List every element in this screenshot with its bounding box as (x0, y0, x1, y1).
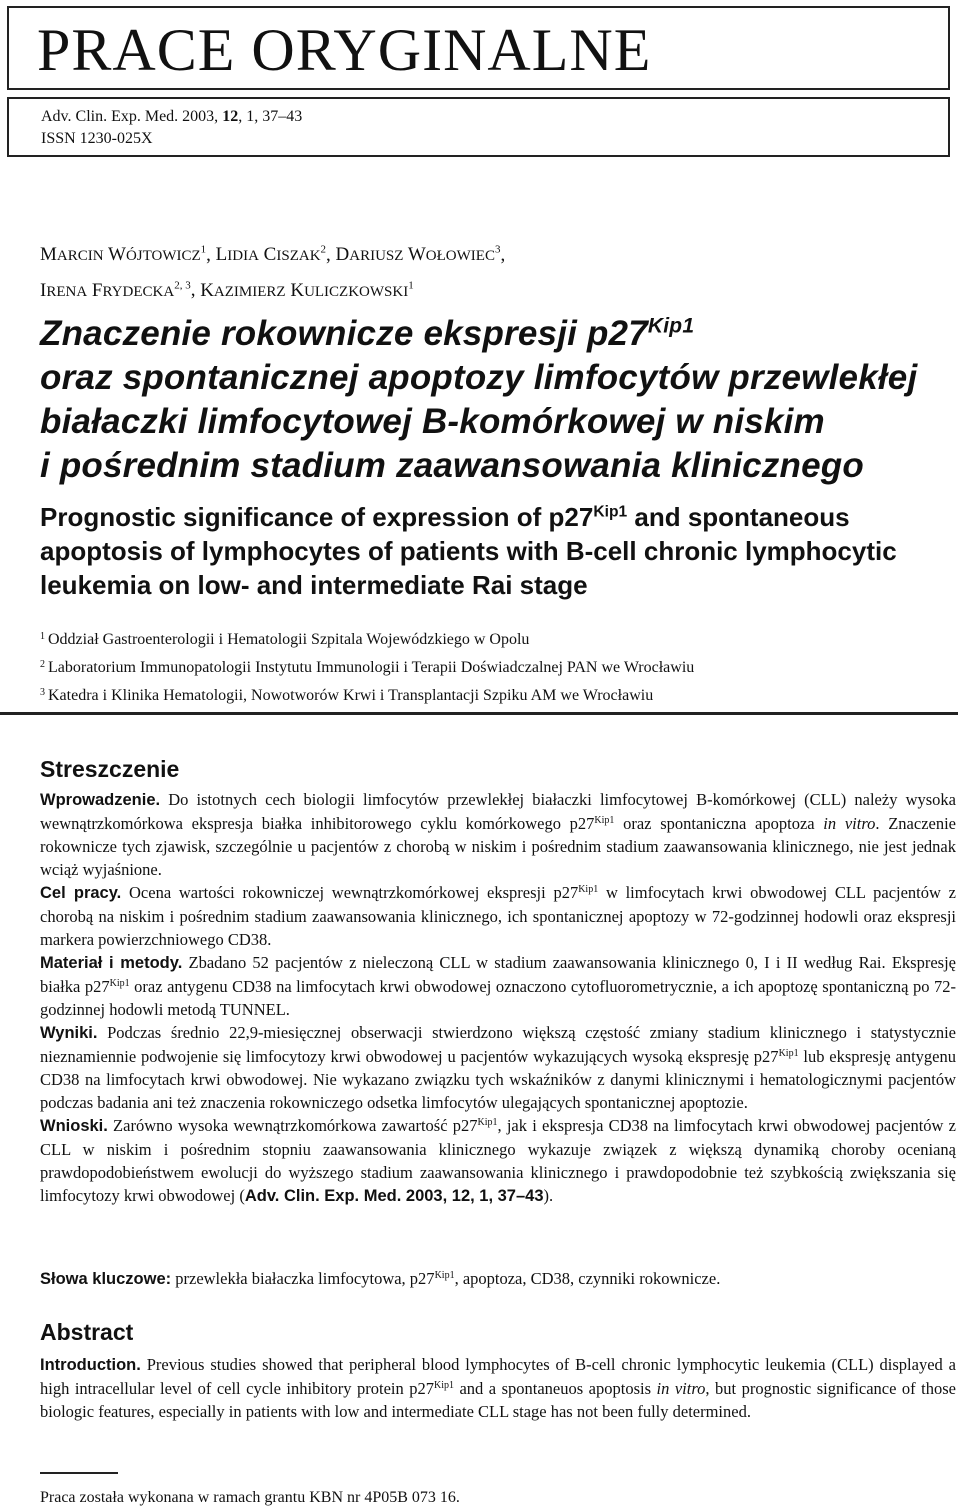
citation-box (7, 97, 950, 157)
divider (0, 712, 958, 715)
streszczenie-body (40, 788, 956, 1208)
author: LIDIA CISZAK$^2$ (215, 244, 327, 266)
affiliations (40, 624, 940, 708)
paragraph-methods: Materiał i metody. Zbadano 52 pacjentów z nieleczoną CLL w stadium zaawansowania klinicznego 0, I i II według Rai. Ekspresję białka $p27^{Kip1}$ oraz antygenu CD38 na limfocytach krwi obwodowej oznaczono cytofluorometrycznie, a ich apoptozę spontaniczną po 72-godzinnej hodowli metodą TUNNEL. (40, 953, 956, 1019)
author: MARCIN WÓJTOWICZ$^1$ (40, 244, 207, 266)
streszczenie-heading: Streszczenie (40, 756, 180, 782)
author: DARIUSZ WOŁOWIEC$^3$ (335, 244, 501, 266)
paragraph-introduction: Wprowadzenie. Do istotnych cech biologii limfocytów przewlekłej białaczki limfocytowej B-komórkowej (CLL) należy wysoka wewnątrzkomórkowa ekspresja białka inhibitorowego cyklu komórkowego $p27^{Kip1}$ oraz spontaniczna apoptoza in vitro. Znaczenie rokownicze tych zjawisk, szczególnie u pacjentów z chorobą w niskim i pośrednim stadium zaawansowania klinicznego, nie jest jednak wciąż wyjaśnione. (40, 790, 956, 879)
paragraph-conclusions: Wnioski. Zarówno wysoka wewnątrzkomórkowa zawartość $p27^{Kip1}$, jak i ekspresja CD38 na limfocytach krwi obwodowej pacjentów z CLL w niskim i pośrednim stopniu zaawansowania klinicznego wykazuje związek z większą dynamiką choroby ocenianą prawdopodobieństwem ewolucji do wyższego stadium zaawansowania klinicznego i prawdopodobnie też szybkością zwiększania się limfocytozy krwi obwodowej (Adv. Clin. Exp. Med. 2003, 12, 1, 37–43). (40, 1116, 956, 1205)
affiliation: $^1$ Oddział Gastroenterologii i Hematologii Szpitala Wojewódzkiego w Opolu (40, 631, 530, 648)
title-polish: Znaczenie rokownicze ekspresji $p27^{Kip1}$ oraz spontanicznej apoptozy limfocytów przewlekłej białaczki limfocytowej B-komórkowej w niskim i pośrednim stadium zaawansowania klinicznego (40, 314, 918, 485)
abstract-heading: Abstract (40, 1319, 134, 1345)
affiliation: $^2$ Laboratorium Immunopatologii Instytutu Immunologii i Terapii Doświadczalnej PAN we Wrocławiu (40, 659, 695, 676)
section-title: PRACE ORYGINALNE (37, 17, 652, 83)
paragraph-results: Wyniki. Podczas średnio 22,9-miesięcznej obserwacji stwierdzono większą częstość zmiany stadium klinicznego i statystycznie nieznamiennie podwojenie się limfocytozy krwi obwodowej u pacjentów wykazujących wysoką ekspresję $p27^{Kip1}$ lub ekspresję antygenu CD38 na limfocytach krwi obwodowej. Nie wykazano związku tych wskaźników z danymi klinicznymi i hematologicznymi pacjentów podczas badania ani też znaczenia rokowniczego odsetka limfocytów ulegających spontanicznej apoptozie. (40, 1023, 957, 1112)
author: IRENA FRYDECKA$^{2, 3}$ (40, 279, 191, 301)
title-english: Prognostic significance of expression of $p27^{Kip1}$ and spontaneous apoptosis of lymphocytes of patients with B-cell chronic lymphocytic leukemia on low- and intermediate Rai stage (40, 502, 897, 600)
keywords: Słowa kluczowe: przewlekła białaczka limfocytowa, $p27^{Kip1}$, apoptoza, CD38, czynniki rokownicze. (40, 1269, 721, 1288)
paragraph-introduction-en: Introduction. Previous studies showed that peripheral blood lymphocytes of B-cell chronic lymphocytic leukemia (CLL) displayed a high intracellular level of cell cycle inhibitory protein $p27^{Kip1}$ and a spontaneuos apoptosis in vitro, but prognostic significance of those biologic features, especially in patients with low and intermediate CLL stage has not been fully determined. (40, 1355, 957, 1421)
section-header-box (7, 6, 950, 90)
paragraph-aim: Cel pracy. Ocena wartości rokowniczej wewnątrzkomórkowej ekspresji $p27^{Kip1}$ w limfocytach krwi obwodowej CLL pacjentów z chorobą na niskim i pośrednim stadium zaawansowania klinicznego, ich spontanicznej apoptozy w 72-godzinnej hodowli oraz ekspresji markera powierzchniowego CD38. (40, 883, 956, 949)
abstract-body (40, 1353, 956, 1423)
footnote-rule (40, 1472, 118, 1474)
author: KAZIMIERZ KULICZKOWSKI$^1$ (200, 279, 414, 301)
journal-citation: Adv. Clin. Exp. Med. 2003, 12, 1, 37–43 (41, 108, 303, 125)
footnote: Praca została wykonana w ramach grantu KBN nr 4P05B 073 16. (40, 1489, 460, 1506)
issn: ISSN 1230-025X (41, 130, 153, 147)
author-list: MARCIN WÓJTOWICZ$^1$, LIDIA CISZAK$^2$, DARIUSZ WOŁOWIEC$^3$, IRENA FRYDECKA$^{2, 3}$, KAZIMIERZ KULICZKOWSKI$^1$ (40, 244, 506, 301)
affiliation: $^3$ Katedra i Klinika Hematologii, Nowotworów Krwi i Transplantacji Szpiku AM we Wrocławiu (40, 687, 654, 704)
